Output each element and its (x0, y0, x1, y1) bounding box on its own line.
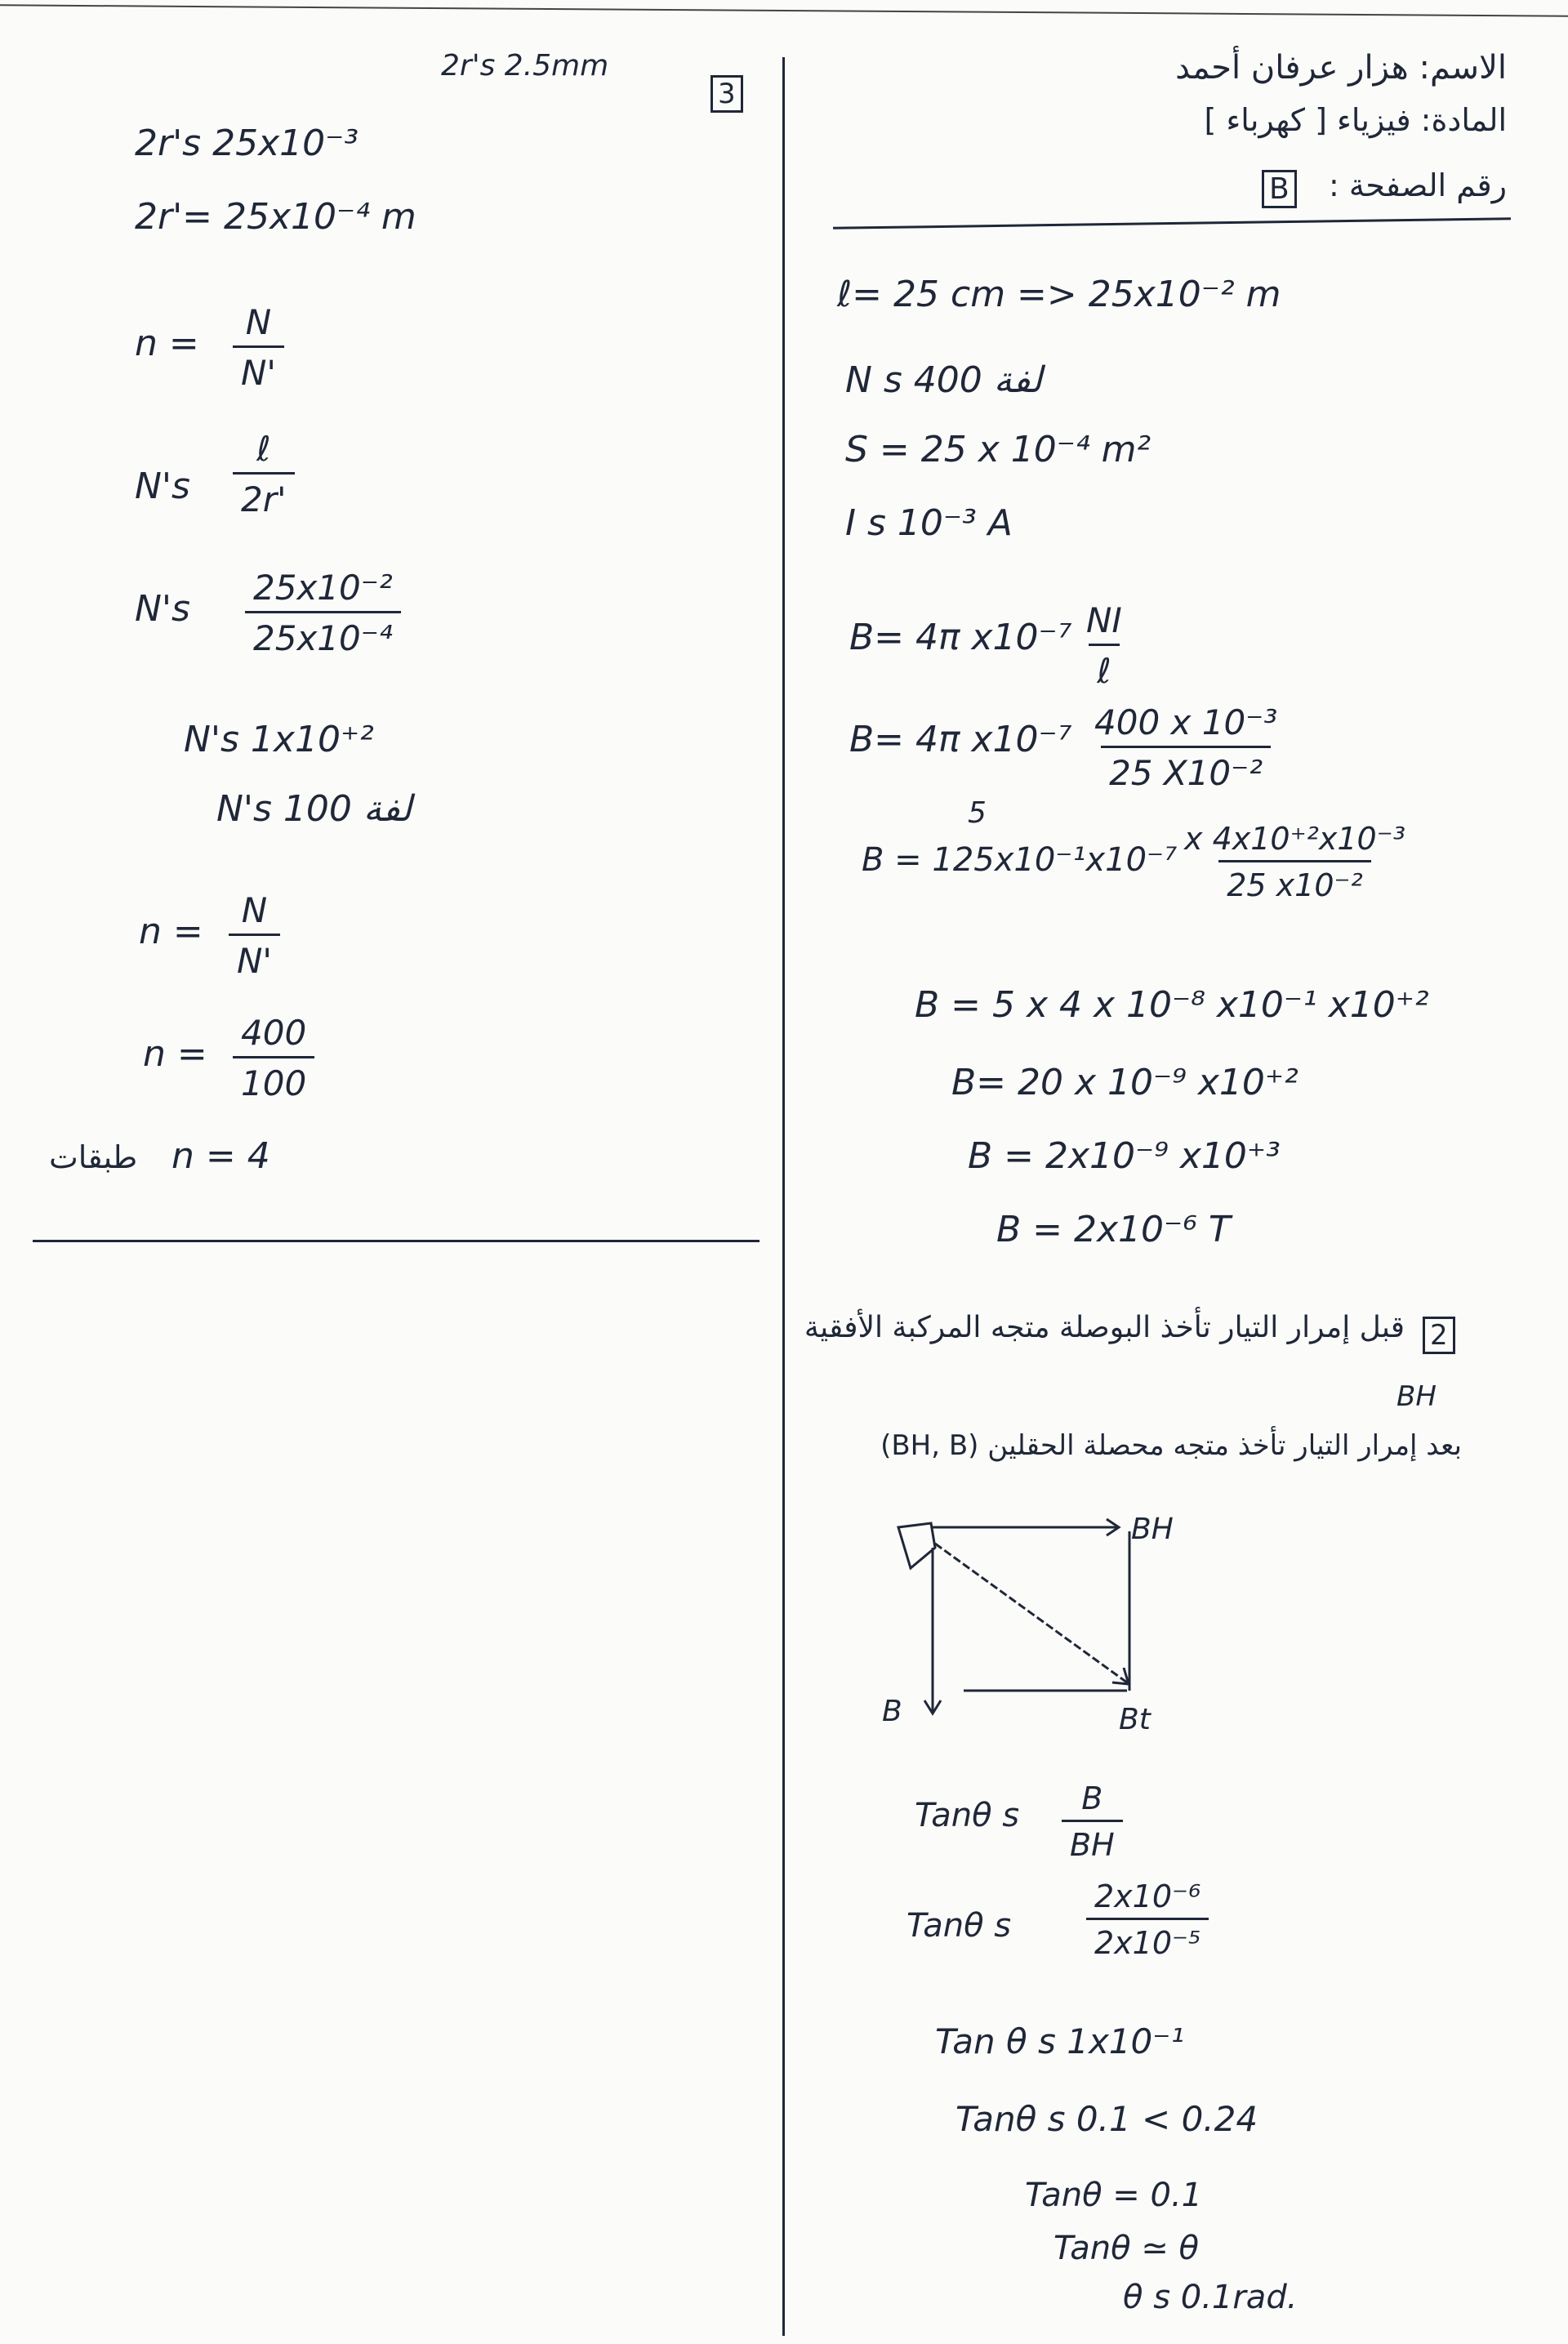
b1-fraction (1078, 600, 1130, 691)
n2-denominator: N' (229, 934, 280, 981)
b2-fraction (1086, 702, 1285, 793)
t2-fraction (1086, 1878, 1209, 1961)
question-vector: BH (1396, 1380, 1437, 1413)
Nprime4-line: N's 100 لفة (216, 788, 412, 830)
given-turns: N s 400 لفة (845, 359, 1043, 401)
n2-numerator: N (241, 890, 268, 930)
t2-numerator: 2x10⁻⁶ (1094, 1878, 1201, 1914)
n-denominator: N' (233, 345, 284, 393)
diagram-bt-label: Bt (1119, 1703, 1151, 1736)
Nprime2-fraction (245, 568, 401, 658)
n3-eq-label: n = (143, 1033, 207, 1075)
t2-denominator: 2x10⁻⁵ (1086, 1918, 1209, 1961)
page-number-value: B (1262, 170, 1297, 208)
Nprime-denominator: 2r' (233, 472, 295, 519)
t1-numerator: B (1081, 1780, 1103, 1816)
question-line-1: قبل إمرار التيار تأخذ البوصلة متجه المركبة الأفقية (804, 1311, 1405, 1344)
n-fraction (233, 302, 284, 393)
t1-fraction (1062, 1780, 1123, 1863)
b2-eq-label: B= 4π x10⁻⁷ (849, 719, 1072, 760)
compass-icon (898, 1523, 935, 1568)
n3-denominator: 100 (233, 1056, 314, 1103)
t4-line: Tanθ s 0.1 < 0.24 (956, 2099, 1258, 2139)
b3-numerator: x 4x10⁺²x10⁻³ (1184, 821, 1406, 857)
b6-line: B = 2x10⁻⁹ x10⁺³ (968, 1135, 1281, 1177)
t3-line: Tan θ s 1x10⁻¹ (935, 2021, 1185, 2061)
n-eq-label: n = (135, 323, 199, 364)
Nprime2-numerator: 25x10⁻² (253, 568, 393, 608)
n3-numerator: 400 (241, 1013, 307, 1053)
t1-denominator: BH (1062, 1820, 1123, 1863)
t1-eq-label: Tanθ s (915, 1797, 1020, 1834)
header-rule (833, 217, 1511, 229)
resultant-arrow (935, 1544, 1127, 1682)
b2-denominator: 25 X10⁻² (1101, 746, 1271, 793)
diagram-bh-label: BH (1131, 1513, 1174, 1546)
b1-eq-label: B= 4π x10⁻⁷ (849, 617, 1072, 658)
eq-2r-1: 2r's 25x10⁻³ (135, 123, 359, 164)
column-divider (782, 57, 785, 2336)
result-line: n = 4 (172, 1135, 270, 1177)
n2-eq-label: n = (139, 911, 203, 952)
student-name: الاسم: هزار عرفان أحمد (1175, 49, 1507, 87)
page-marker: 3 (710, 75, 743, 113)
b3-fraction (1176, 821, 1414, 903)
diagram-b-label: B (882, 1695, 902, 1728)
Nprime2-denominator: 25x10⁻⁴ (245, 611, 401, 658)
left-bottom-rule (33, 1240, 760, 1242)
b3-eq-label: B = 125x10⁻¹x10⁻⁷ (862, 841, 1178, 879)
b1-numerator: NI (1086, 600, 1122, 640)
b5-line: B= 20 x 10⁻⁹ x10⁺² (951, 1062, 1298, 1103)
Nprime-numerator: ℓ (256, 429, 271, 469)
b2-numerator: 400 x 10⁻³ (1094, 702, 1278, 742)
t7-line: θ s 0.1rad. (1123, 2279, 1298, 2316)
b7-line: B = 2x10⁻⁶ T (996, 1209, 1231, 1250)
given-current: I s 10⁻³ A (845, 502, 1013, 544)
given-area: S = 25 x 10⁻⁴ m² (845, 429, 1152, 470)
t5-line: Tanθ = 0.1 (1025, 2177, 1203, 2214)
Nprime-eq-label: N's (135, 466, 190, 507)
b1-denominator: ℓ (1089, 644, 1119, 691)
Nprime-fraction (233, 429, 295, 519)
n-numerator: N (245, 302, 272, 342)
subject-line: المادة: فيزياء [ كهرباء ] (1204, 102, 1507, 138)
question-line-2: بعد إمرار التيار تأخذ متجه محصلة الحقلين (BH, B) (880, 1429, 1462, 1462)
Nprime3-line: N's 1x10⁺² (184, 719, 374, 760)
given-length: ℓ= 25 cm => 25x10⁻² m (837, 274, 1281, 315)
b3-superscript: 5 (968, 796, 987, 830)
t2-eq-label: Tanθ s (906, 1907, 1012, 1945)
Nprime2-eq-label: N's (135, 588, 190, 630)
b4-line: B = 5 x 4 x 10⁻⁸ x10⁻¹ x10⁺² (915, 984, 1429, 1026)
eq-2r-2: 2r'= 25x10⁻⁴ m (135, 196, 416, 238)
t6-line: Tanθ ≃ θ (1054, 2230, 1199, 2267)
question-number: 2 (1423, 1317, 1455, 1354)
result-unit: طبقات (49, 1139, 138, 1175)
b3-denominator: 25 x10⁻² (1218, 860, 1371, 903)
top-border-line (0, 4, 1568, 16)
page-number-label: رقم الصفحة : (1329, 167, 1507, 203)
diameter-note: 2r's 2.5mm (441, 49, 609, 82)
n3-fraction (233, 1013, 314, 1103)
n2-fraction (229, 890, 280, 981)
